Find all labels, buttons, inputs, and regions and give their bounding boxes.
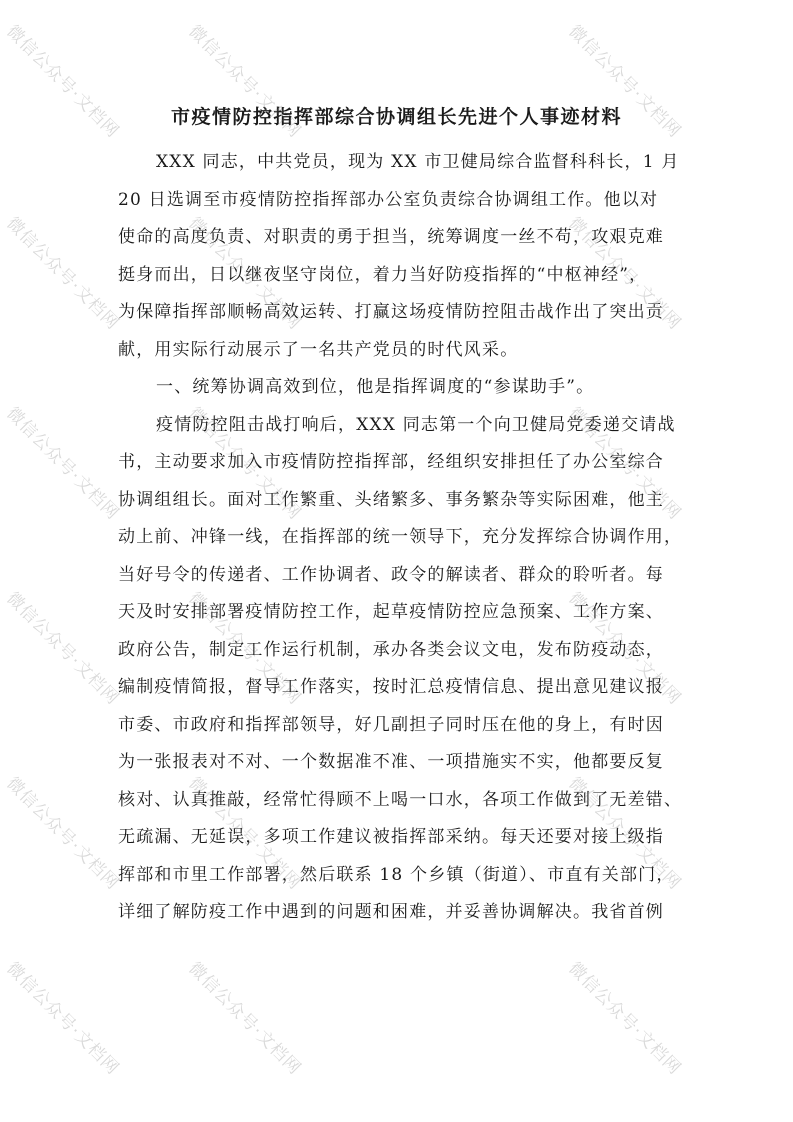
watermark-text: 微信公众号·文档网 <box>564 773 685 895</box>
text-line: 为保障指挥部顺畅高效运转、打赢这场疫情防控阻击战作出了突出贡 <box>118 302 664 322</box>
text-line: 无疏漏、无延误，多项工作建议被指挥部采纳。每天还要对接上级指 <box>118 827 664 847</box>
text-line: 政府公告，制定工作运行机制，承办各类会议文电，发布防疫动态， <box>118 639 664 660</box>
watermark-text: 微信公众号·文档网 <box>184 773 305 895</box>
text-line: 为一张报表对不对、一个数据准不准、一项措施实不实，他都要反复 <box>118 752 664 772</box>
text-line: 详细了解防疫工作中遇到的问题和困难，并妥善协调解决。我省首例 <box>118 902 664 922</box>
watermark-text: 微信公众号·文档网 <box>564 958 685 1080</box>
watermark-text: 微信公众号·文档网 <box>564 21 685 143</box>
text-line: 20 日选调至市疫情防控指挥部办公室负责综合协调组工作。他以对 <box>118 189 659 210</box>
watermark-text: 微信公众号·文档网 <box>2 588 123 710</box>
text-line: 编制疫情简报，督导工作落实，按时汇总疫情信息、提出意见建议报 <box>118 677 664 697</box>
watermark-text: 微信公众号·文档网 <box>2 403 123 525</box>
text-line: 挺身而出，日以继夜坚守岗位，着力当好防疫指挥的“中枢神经”， <box>118 264 648 285</box>
text-line: 疫情防控阻击战打响后，XXX 同志第一个向卫健局党委递交请战 <box>156 414 676 435</box>
text-line: 书，主动要求加入市疫情防控指挥部，经组织安排担任了办公室综合 <box>118 452 664 472</box>
watermark-text: 微信公众号·文档网 <box>184 403 305 525</box>
watermark-text: 微信公众号·文档网 <box>2 958 123 1080</box>
watermark-text: 微信公众号·文档网 <box>2 773 123 895</box>
watermark-text: 微信公众号·文档网 <box>184 588 305 710</box>
watermark-text: 微信公众号·文档网 <box>184 213 305 335</box>
text-line: 当好号令的传递者、工作协调者、政令的解读者、群众的聆听者。每 <box>118 564 664 585</box>
text-line: 一、统筹协调高效到位，他是指挥调度的“参谋助手”。 <box>156 377 595 397</box>
watermark-text: 微信公众号·文档网 <box>184 958 305 1080</box>
text-line: XXX 同志，中共党员，现为 XX 市卫健局综合监督科科长，1 月 <box>156 152 680 172</box>
document-body <box>118 144 683 932</box>
text-line: 天及时安排部署疫情防控工作，起草疫情防控应急预案、工作方案、 <box>118 602 664 622</box>
text-line: 协调组组长。面对工作繁重、头绪繁多、事务繁杂等实际困难，他主 <box>118 489 664 510</box>
text-line: 市委、市政府和指挥部领导，好几副担子同时压在他的身上，有时因 <box>118 714 664 735</box>
text-line: 核对、认真推敲，经常忙得顾不上喝一口水，各项工作做到了无差错、 <box>118 789 683 810</box>
watermark-text: 微信公众号·文档网 <box>2 21 123 143</box>
watermark-text: 微信公众号·文档网 <box>564 403 685 525</box>
text-line: 使命的高度负责、对职责的勇于担当，统筹调度一丝不苟，攻艰克难 <box>118 227 664 247</box>
watermark-text: 微信公众号·文档网 <box>184 21 305 143</box>
watermark-text: 微信公众号·文档网 <box>564 213 685 335</box>
watermark-text: 微信公众号·文档网 <box>564 588 685 710</box>
text-line: 动上前、冲锋一线，在指挥部的统一领导下，充分发挥综合协调作用， <box>118 527 683 547</box>
text-line: 献，用实际行动展示了一名共产党员的时代风采。 <box>118 339 519 360</box>
watermark-text: 微信公众号·文档网 <box>2 213 123 335</box>
document-title: 市疫情防控指挥部综合协调组长先进个人事迹材料 <box>170 106 622 128</box>
text-line: 挥部和市里工作部署，然后联系 18 个乡镇（街道）、市直有关部门， <box>118 864 675 885</box>
